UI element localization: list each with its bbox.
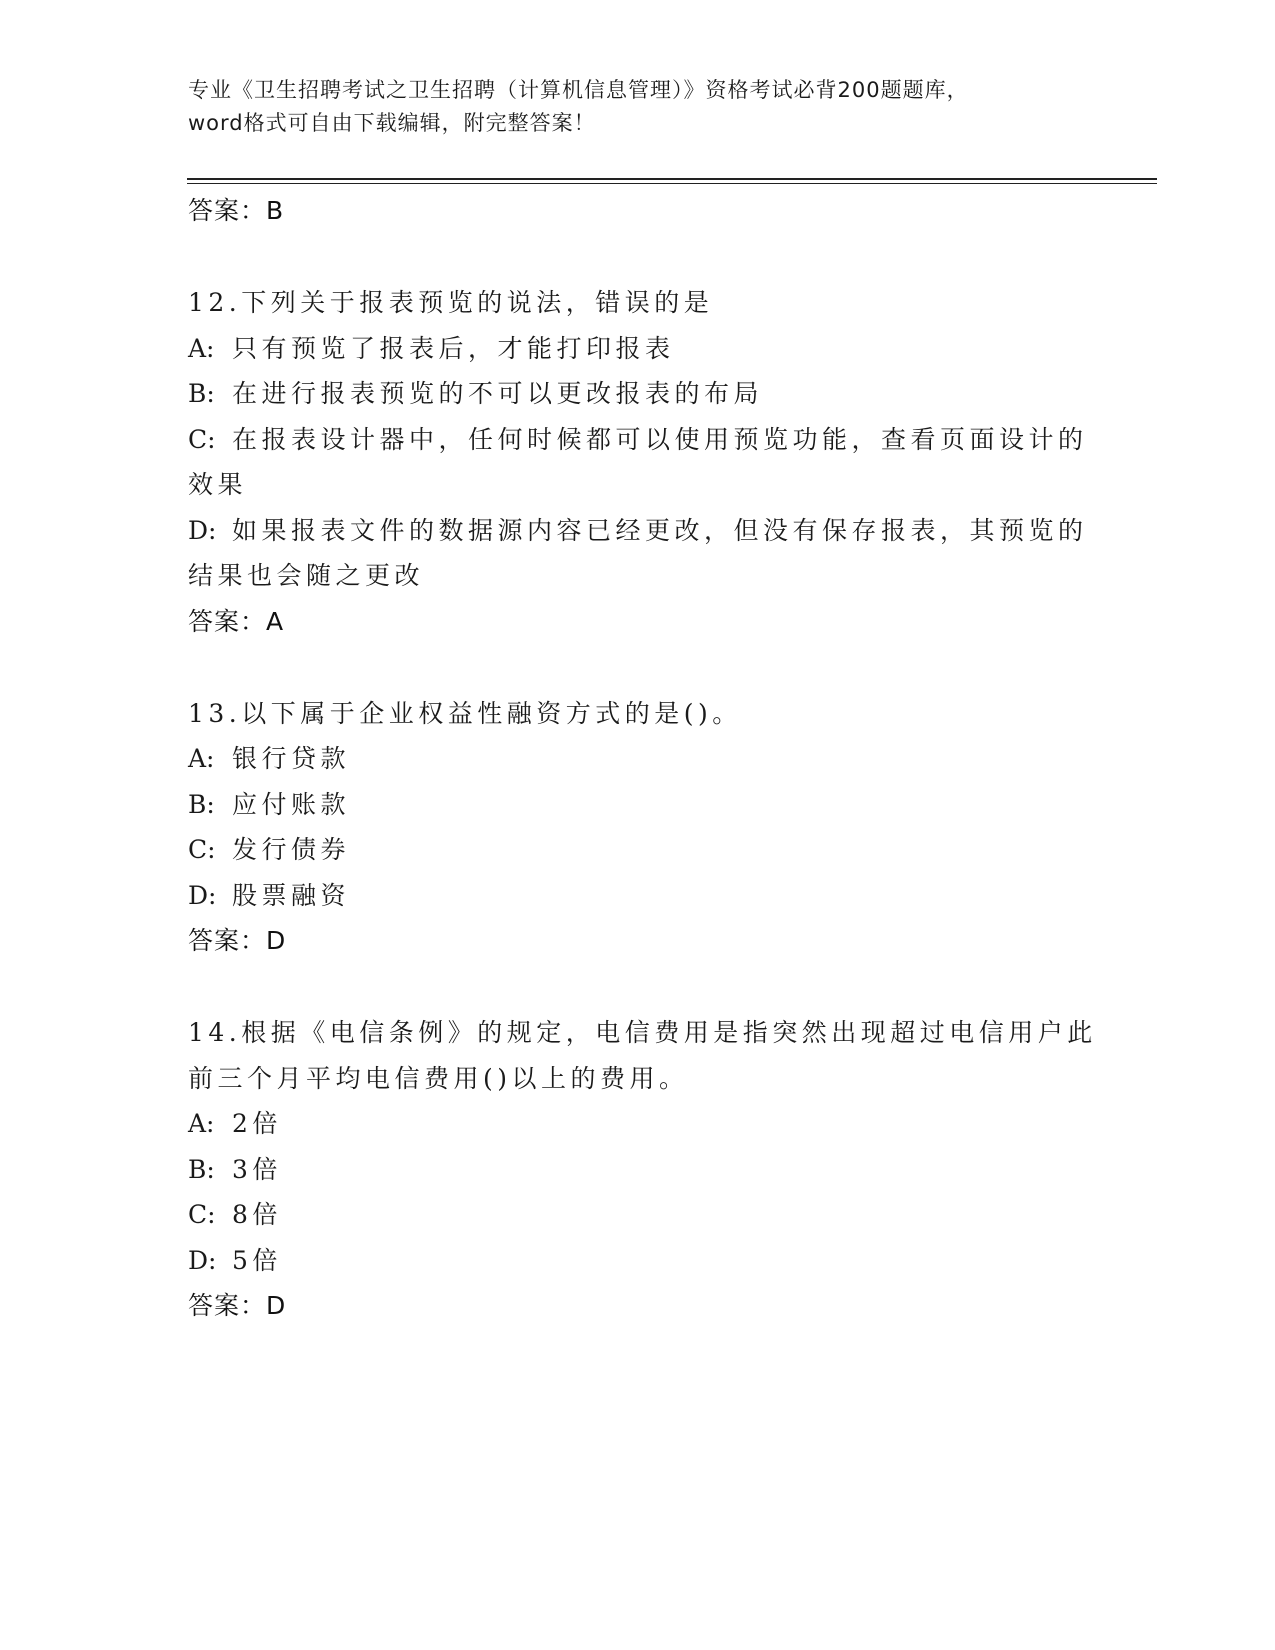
header-divider-thick [187,178,1157,180]
option-c-continued: 效果 [188,470,248,499]
spacer [188,233,1088,280]
answer-line-12 [188,599,1088,644]
option-c [188,417,1088,463]
option-text: 在报表设计器中，任何时候都可以使用预览功能，查看页面设计的 [232,424,1088,454]
option-a [188,326,1088,372]
option-a [188,1101,1088,1147]
answer-label: 答案： [188,1291,267,1320]
option-text: 应付账款 [232,789,351,819]
option-b [188,371,1088,417]
option-text: 如果报表文件的数据源内容已经更改，但没有保存报表，其预览的 [232,515,1088,545]
option-d-continued: 结果也会随之更改 [188,561,425,590]
question-12 [188,280,1088,599]
option-b [188,782,1088,828]
option-text: 银行贷款 [232,744,351,773]
question-stem: 13.以下属于企业权益性融资方式的是()。 [188,698,742,728]
spacer [188,963,1088,1010]
question-stem: 12.下列关于报表预览的说法，错误的是 [188,288,714,317]
option-text: 股票融资 [232,880,351,910]
option-letter: B: [188,1154,215,1184]
answer-label: 答案： [188,606,267,636]
option-c [188,1192,1088,1238]
option-letter: C: [188,1200,216,1229]
option-b [188,1147,1088,1193]
option-text: 只有预览了报表后，才能打印报表 [232,333,675,363]
option-c [188,827,1088,873]
option-letter: B: [188,379,215,408]
header-title-line-2: word格式可自由下载编辑，附完整答案！ [188,111,596,135]
answer-value: B [266,196,285,225]
document-header [188,74,1088,140]
option-letter: A: [188,1109,215,1138]
option-text: 在进行报表预览的不可以更改报表的布局 [232,379,764,408]
answer-line-14 [188,1283,1088,1328]
header-divider-thin [187,183,1157,184]
option-text: 5倍 [232,1245,282,1275]
option-text: 3倍 [232,1154,282,1184]
answer-label: 答案： [188,196,267,225]
question-stem: 14.根据《电信条例》的规定，电信费用是指突然出现超过电信用户此 [188,1018,1097,1047]
answer-label: 答案： [188,926,267,955]
option-letter: C: [188,424,216,454]
answer-line-13 [188,918,1088,963]
question-stem-continued: 前三个月平均电信费用()以上的费用。 [188,1063,689,1093]
option-d [188,873,1088,919]
spacer [188,644,1088,691]
answer-value: D [266,1291,287,1320]
option-letter: C: [188,835,216,864]
question-13 [188,691,1088,919]
question-14 [188,1010,1097,1283]
option-letter: D: [188,880,217,910]
option-d [188,1238,1088,1284]
header-title-line-1: 专业《卫生招聘考试之卫生招聘（计算机信息管理）》资格考试必背200题题库， [188,78,969,102]
option-a [188,736,1088,782]
option-letter: D: [188,1245,217,1275]
option-letter: A: [188,744,215,773]
answer-line-11 [188,188,1088,233]
option-text: 2倍 [232,1109,282,1138]
option-text: 8倍 [232,1200,282,1229]
document-body [188,188,1097,1328]
option-letter: B: [188,789,215,819]
option-d [188,508,1088,554]
option-text: 发行债券 [232,835,351,864]
answer-value: D [266,926,287,955]
option-letter: D: [188,515,217,545]
option-letter: A: [188,333,215,363]
answer-value: A [266,606,285,636]
